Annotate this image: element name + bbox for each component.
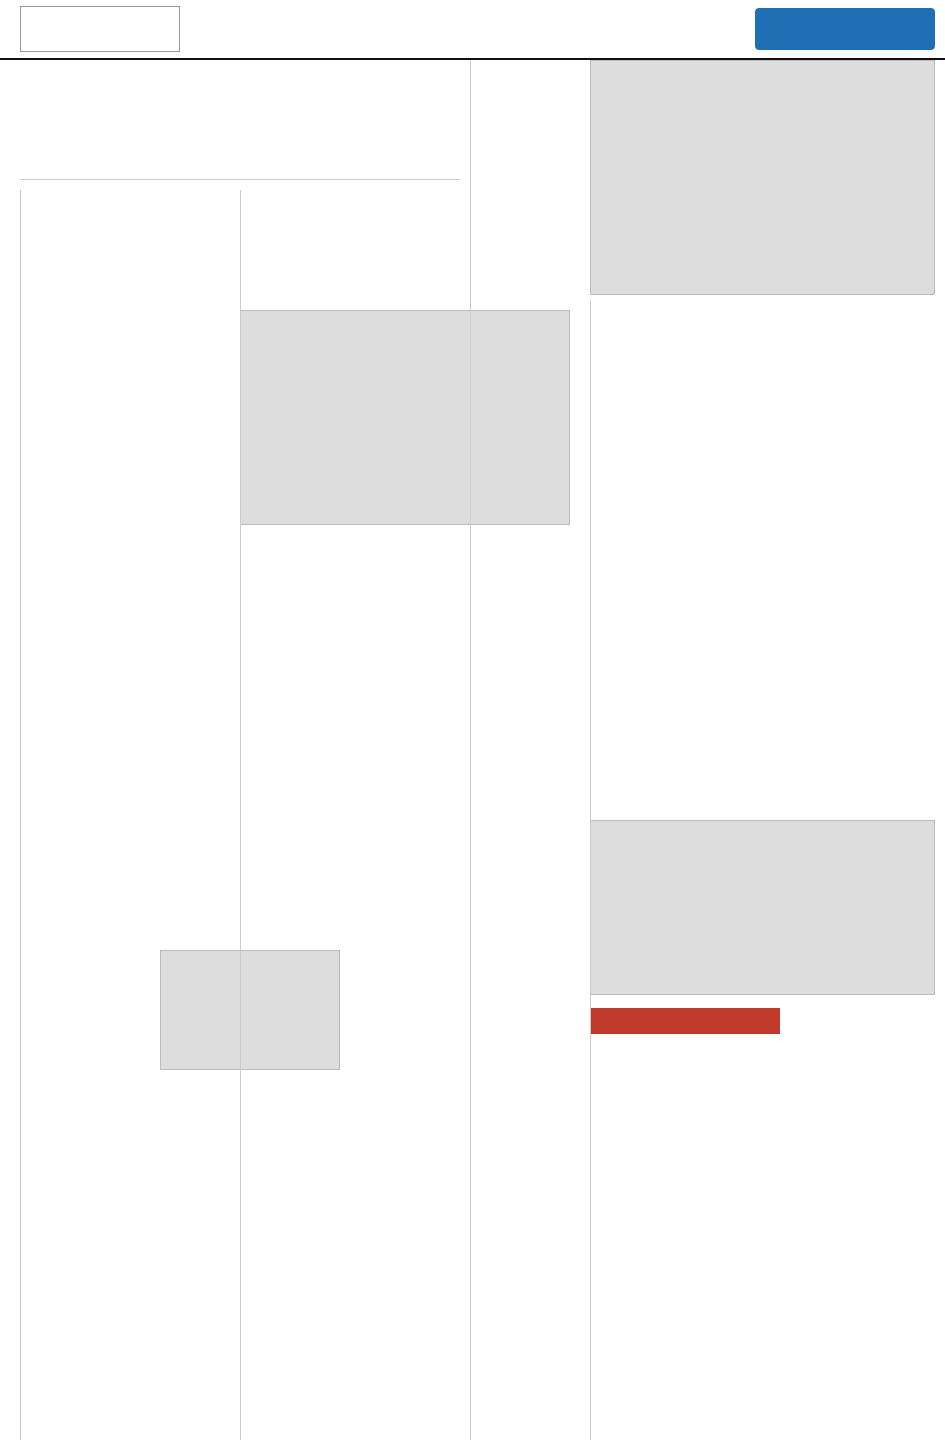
lead-headline: [20, 70, 460, 180]
column-4: [590, 300, 935, 1440]
lead-photo: [590, 60, 935, 295]
newspaper-logo: [20, 6, 180, 52]
column-1: [20, 190, 220, 1440]
masthead: [0, 0, 945, 60]
section-flag: [755, 8, 935, 50]
column-2: [240, 190, 460, 1440]
column-3: [470, 60, 580, 1440]
